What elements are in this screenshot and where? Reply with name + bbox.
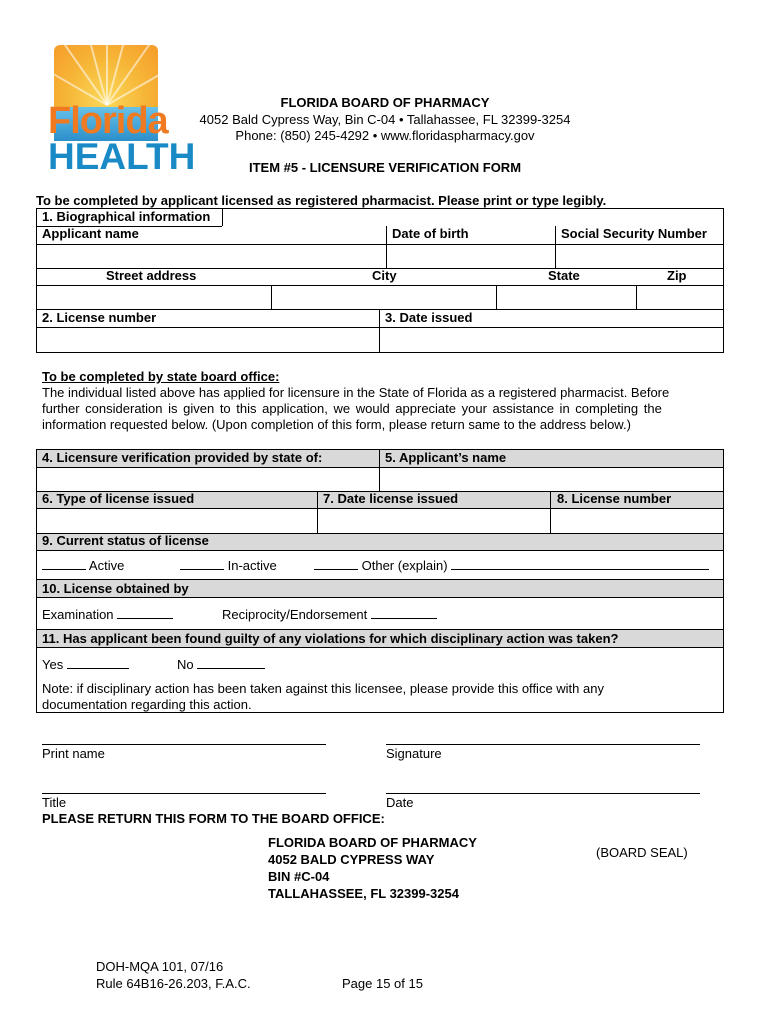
date-issued-label: 3. Date issued <box>385 310 473 325</box>
print-name-line[interactable] <box>42 744 326 745</box>
applicant-name-label-2: 5. Applicant’s name <box>385 450 507 465</box>
org-address: 4052 Bald Cypress Way, Bin C-04 • Tallahassee, FL 32399-3254 <box>199 112 571 127</box>
return-heading: PLEASE RETURN THIS FORM TO THE BOARD OFFICE: <box>42 811 385 826</box>
board-para-2: further consideration is given to this application, we would appreciate your assistance in completing the <box>42 401 662 416</box>
date-license-issued-label: 7. Date license issued <box>323 491 459 506</box>
return-line-4: TALLAHASSEE, FL 32399-3254 <box>268 886 459 901</box>
applicant-name-field[interactable] <box>36 244 387 268</box>
page-number: Page 15 of 15 <box>342 976 423 991</box>
state-label: State <box>548 268 580 283</box>
license-number-label-2: 8. License number <box>557 491 672 506</box>
return-line-2: 4052 BALD CYPRESS WAY <box>268 852 435 867</box>
status-inactive[interactable] <box>180 557 277 574</box>
license-type-label: 6. Type of license issued <box>42 491 195 506</box>
date-label: Date <box>386 795 414 810</box>
other-label: Other (explain) <box>361 558 448 573</box>
note-line-2: documentation regarding this action. <box>42 697 252 712</box>
section1-title: 1. Biographical information <box>42 209 211 224</box>
status-other[interactable] <box>314 557 709 574</box>
examination-label: Examination <box>42 607 114 622</box>
guilty-yes[interactable] <box>42 656 129 673</box>
print-name-label: Print name <box>42 746 105 761</box>
street-label: Street address <box>106 268 197 283</box>
license-number-label: 2. License number <box>42 310 157 325</box>
logo-word-florida: Florida <box>48 100 168 142</box>
org-name: FLORIDA BOARD OF PHARMACY <box>280 95 490 110</box>
city-label: City <box>372 268 397 283</box>
inactive-label: In-active <box>227 558 277 573</box>
license-number-field[interactable] <box>36 327 379 353</box>
license-type-field[interactable] <box>36 508 317 533</box>
guilty-no[interactable] <box>177 656 265 673</box>
license-number-field-2[interactable] <box>551 508 724 533</box>
verification-state-field[interactable] <box>36 467 379 491</box>
rule-ref: Rule 64B16-26.203, F.A.C. <box>96 976 251 991</box>
org-phone: Phone: (850) 245-4292 • www.floridaspharmacy.gov <box>235 128 535 143</box>
active-label: Active <box>88 558 125 573</box>
form-title: ITEM #5 - LICENSURE VERIFICATION FORM <box>248 160 522 175</box>
reciprocity-label: Reciprocity/Endorsement <box>222 607 368 622</box>
status-title: 9. Current status of license <box>42 533 209 548</box>
ssn-label: Social Security Number <box>561 226 707 241</box>
verification-state-label: 4. Licensure verification provided by state of: <box>42 450 323 465</box>
dob-label: Date of birth <box>392 226 469 241</box>
date-license-issued-field[interactable] <box>318 508 550 533</box>
city-field[interactable] <box>272 285 496 309</box>
date-issued-field[interactable] <box>380 327 724 353</box>
yes-label: Yes <box>42 657 64 672</box>
obtained-examination[interactable] <box>42 606 173 623</box>
applicant-name-label: Applicant name <box>42 226 139 241</box>
board-para-3: information requested below. (Upon completion of this form, please return same to the address below.) <box>42 417 631 432</box>
zip-field[interactable] <box>637 285 724 309</box>
intro-text: To be completed by applicant licensed as registered pharmacist. Please print or type legibly. <box>36 193 607 208</box>
state-field[interactable] <box>497 285 636 309</box>
logo-word-health: HEALTH <box>48 136 196 177</box>
signature-line[interactable] <box>386 744 700 745</box>
ssn-field[interactable] <box>556 244 724 268</box>
title-line[interactable] <box>42 793 326 794</box>
board-seal: (BOARD SEAL) <box>596 845 688 860</box>
note-line-1: Note: if disciplinary action has been taken against this licensee, please provide this office with any <box>42 681 604 696</box>
signature-label: Signature <box>386 746 442 761</box>
board-heading: To be completed by state board office: <box>42 369 280 384</box>
no-label: No <box>177 657 194 672</box>
guilty-title: 11. Has applicant been found guilty of any violations for which disciplinary action was taken? <box>42 631 619 646</box>
title-label: Title <box>42 795 67 810</box>
return-line-3: BIN #C-04 <box>268 869 330 884</box>
florida-health-logo <box>48 45 196 180</box>
zip-label: Zip <box>667 268 687 283</box>
board-para-1: The individual listed above has applied for licensure in the State of Florida as a registered pharmacist. Before <box>42 385 670 400</box>
applicant-name-field-2[interactable] <box>380 467 724 491</box>
obtained-reciprocity[interactable] <box>222 606 437 623</box>
obtained-title: 10. License obtained by <box>42 581 189 596</box>
dob-field[interactable] <box>387 244 555 268</box>
form-id: DOH-MQA 101, 07/16 <box>96 959 224 974</box>
status-active[interactable] <box>42 557 124 574</box>
date-line[interactable] <box>386 793 700 794</box>
return-line-1: FLORIDA BOARD OF PHARMACY <box>268 835 477 850</box>
street-field[interactable] <box>36 285 271 309</box>
